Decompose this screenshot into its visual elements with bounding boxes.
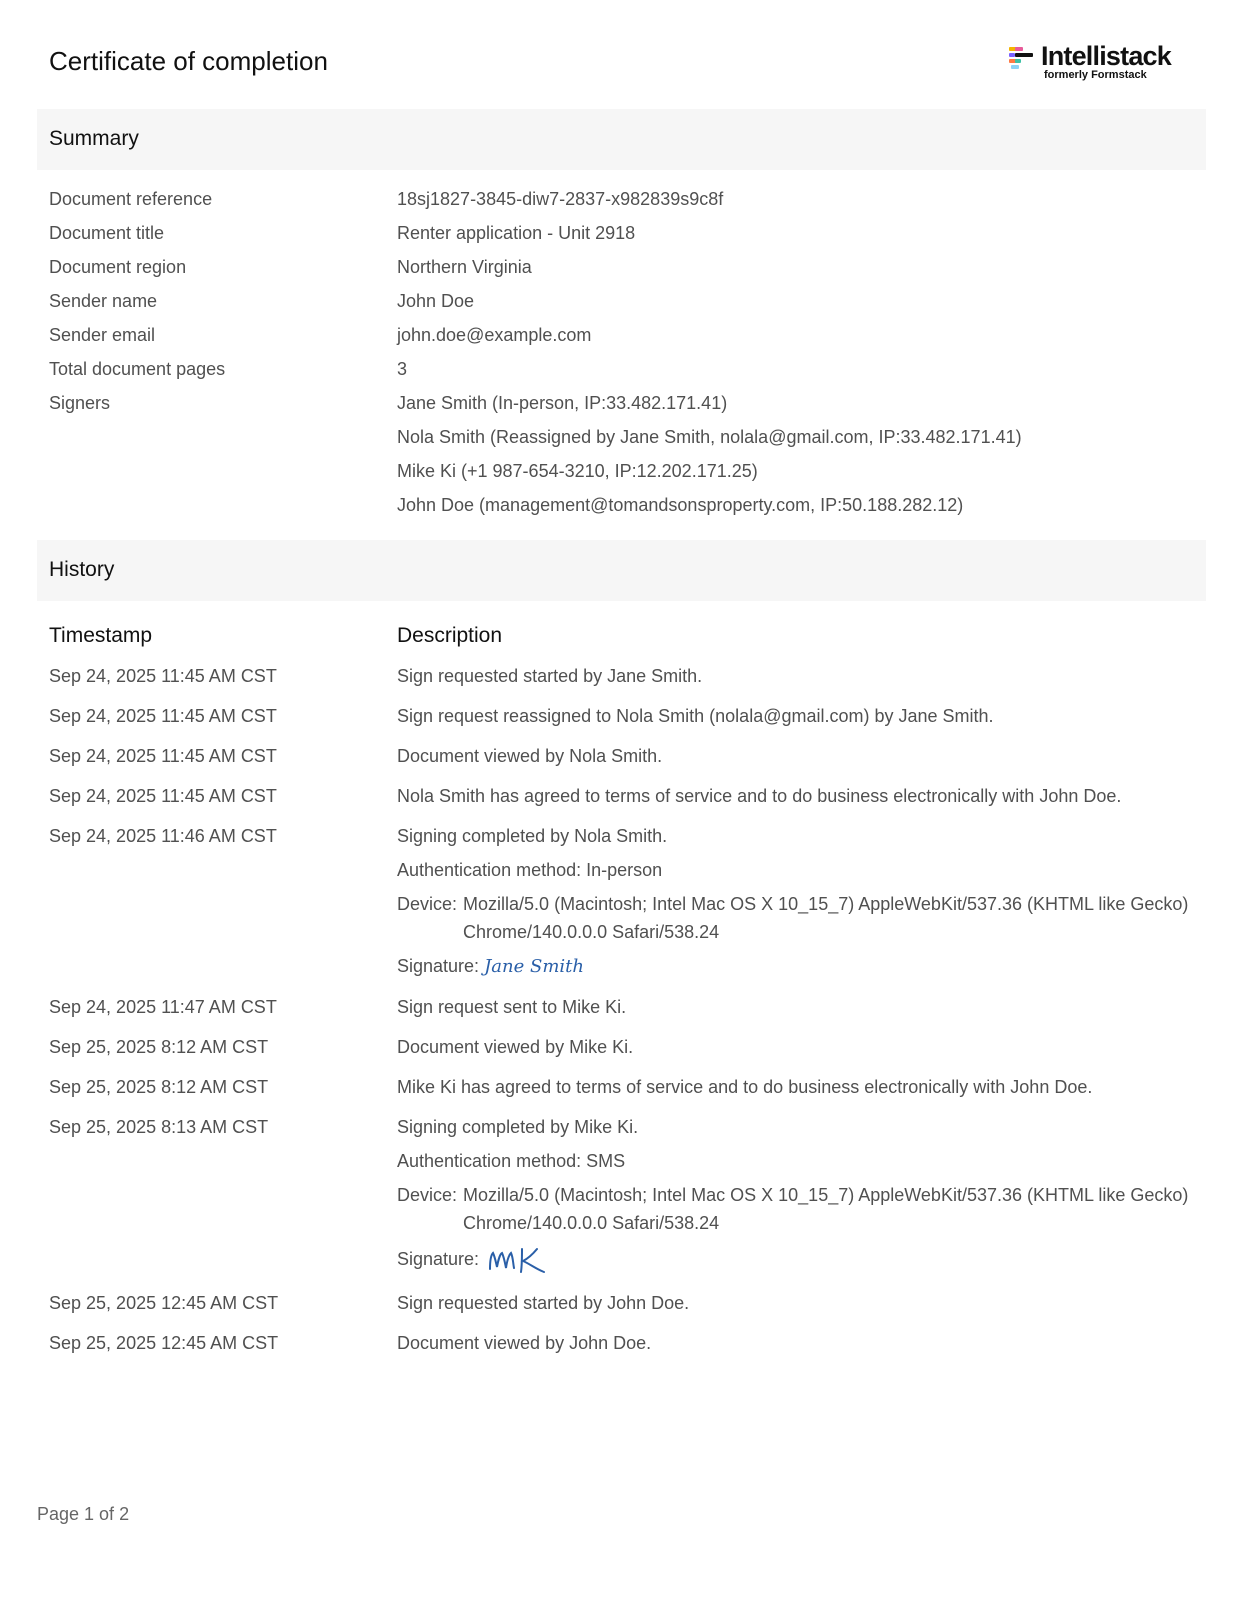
auth-value: In-person (586, 860, 663, 880)
history-timestamp: Sep 24, 2025 11:45 AM CST (49, 666, 277, 686)
history-description: Mike Ki has agreed to terms of service and to do business electronically with John Doe. (397, 1077, 1093, 1097)
field-row (49, 223, 1199, 257)
history-description: Nola Smith has agreed to terms of service and to do business electronically with John Doe. (397, 786, 1122, 806)
history-timestamp: Sep 25, 2025 12:45 AM CST (49, 1333, 279, 1353)
history-description-block (397, 822, 1197, 981)
history-header-row (49, 624, 1209, 662)
page-title: Certificate of completion (49, 46, 328, 76)
brand-tagline: formerly Formstack (1044, 69, 1147, 81)
signer: John Doe (management@tomandsonsproperty.com, IP:50.188.282.12) (397, 495, 964, 515)
history-row (49, 1289, 1209, 1329)
field-row (49, 189, 1199, 223)
history-timestamp: Sep 24, 2025 11:47 AM CST (49, 997, 277, 1017)
history-row (49, 702, 1209, 742)
history-row (49, 742, 1209, 782)
history-description: Sign requested started by John Doe. (397, 1293, 690, 1313)
history-row (49, 662, 1209, 702)
page-number: Page 1 of 2 (37, 1504, 130, 1524)
device-value: Mozilla/5.0 (Macintosh; Intel Mac OS X 10_15_7) AppleWebKit/537.36 (KHTML like Gecko) Chrome/140.0.0.0 Safari/538.24 (463, 894, 1189, 942)
header (49, 41, 1189, 84)
history-timestamp: Sep 25, 2025 8:12 AM CST (49, 1037, 269, 1057)
signature-jane-smith: Jane Smith (484, 956, 584, 977)
history-description: Document viewed by Nola Smith. (397, 746, 663, 766)
history-table (49, 624, 1209, 1369)
history-timestamp: Sep 25, 2025 12:45 AM CST (49, 1293, 279, 1313)
logo-mark-icon (1009, 47, 1035, 69)
field-label: Total document pages (49, 359, 226, 379)
field-row (49, 257, 1199, 291)
history-row (49, 1113, 1209, 1289)
signature-line (397, 952, 1197, 981)
history-timestamp: Sep 25, 2025 8:12 AM CST (49, 1077, 269, 1097)
intellistack-logo (1009, 41, 1189, 84)
sender-name: John Doe (397, 291, 475, 311)
history-description: Sign request reassigned to Nola Smith (nolala@gmail.com) by Jane Smith. (397, 706, 994, 726)
history-description: Signing completed by Mike Ki. (397, 1117, 639, 1137)
history-timestamp: Sep 24, 2025 11:46 AM CST (49, 826, 277, 846)
device-label: Device: (397, 1185, 458, 1205)
description-header: Description (397, 624, 503, 647)
device-info (397, 890, 1197, 946)
timestamp-header: Timestamp (49, 624, 153, 647)
signature-label: Signature: (397, 956, 480, 976)
history-row (49, 1033, 1209, 1073)
field-row (49, 495, 1199, 529)
document-reference: 18sj1827-3845-diw7-2837-x982839s9c8f (397, 189, 724, 209)
history-row (49, 822, 1209, 993)
signer: Jane Smith (In-person, IP:33.482.171.41) (397, 393, 728, 413)
field-label: Document region (49, 257, 187, 277)
signers-label: Signers (49, 393, 111, 413)
signature-line (397, 1243, 1197, 1277)
field-row (49, 461, 1199, 495)
history-description: Signing completed by Nola Smith. (397, 826, 668, 846)
auth-method (397, 1147, 1197, 1175)
history-heading: History (49, 558, 115, 581)
auth-label: Authentication method: (397, 1151, 582, 1171)
auth-label: Authentication method: (397, 860, 582, 880)
auth-value: SMS (586, 1151, 626, 1171)
sender-email: john.doe@example.com (397, 325, 592, 345)
field-label: Sender name (49, 291, 158, 311)
history-timestamp: Sep 24, 2025 11:45 AM CST (49, 706, 277, 726)
field-row (49, 291, 1199, 325)
device-value: Mozilla/5.0 (Macintosh; Intel Mac OS X 10_15_7) AppleWebKit/537.36 (KHTML like Gecko) Chrome/140.0.0.0 Safari/538.24 (463, 1185, 1189, 1233)
field-row (49, 359, 1199, 393)
history-row (49, 993, 1209, 1033)
history-description-block (397, 1113, 1197, 1277)
summary-band (37, 109, 1206, 170)
field-label: Document title (49, 223, 165, 243)
device-label: Device: (397, 894, 458, 914)
field-row (49, 427, 1199, 461)
history-timestamp: Sep 25, 2025 8:13 AM CST (49, 1117, 269, 1137)
history-band (37, 540, 1206, 601)
signature-mk-icon (484, 1243, 550, 1277)
field-row (49, 393, 1199, 427)
signer: Nola Smith (Reassigned by Jane Smith, nolala@gmail.com, IP:33.482.171.41) (397, 427, 1022, 447)
summary-heading: Summary (49, 127, 139, 150)
history-timestamp: Sep 24, 2025 11:45 AM CST (49, 786, 277, 806)
history-description: Sign request sent to Mike Ki. (397, 997, 627, 1017)
device-info (397, 1181, 1197, 1237)
document-region: Northern Virginia (397, 257, 532, 277)
field-row (49, 325, 1199, 359)
brand-name: Intellistack (1041, 41, 1171, 71)
history-row (49, 782, 1209, 822)
total-pages: 3 (397, 359, 408, 379)
field-label: Sender email (49, 325, 156, 345)
history-row (49, 1073, 1209, 1113)
document-title: Renter application - Unit 2918 (397, 223, 636, 243)
history-description: Document viewed by Mike Ki. (397, 1037, 634, 1057)
signature-label: Signature: (397, 1248, 480, 1269)
history-timestamp: Sep 24, 2025 11:45 AM CST (49, 746, 277, 766)
summary-fields (49, 189, 1199, 529)
field-label: Document reference (49, 189, 213, 209)
history-description: Sign requested started by Jane Smith. (397, 666, 703, 686)
history-description: Document viewed by John Doe. (397, 1333, 652, 1353)
history-row (49, 1329, 1209, 1369)
auth-method (397, 856, 1197, 884)
signer: Mike Ki (+1 987-654-3210, IP:12.202.171.25) (397, 461, 758, 481)
